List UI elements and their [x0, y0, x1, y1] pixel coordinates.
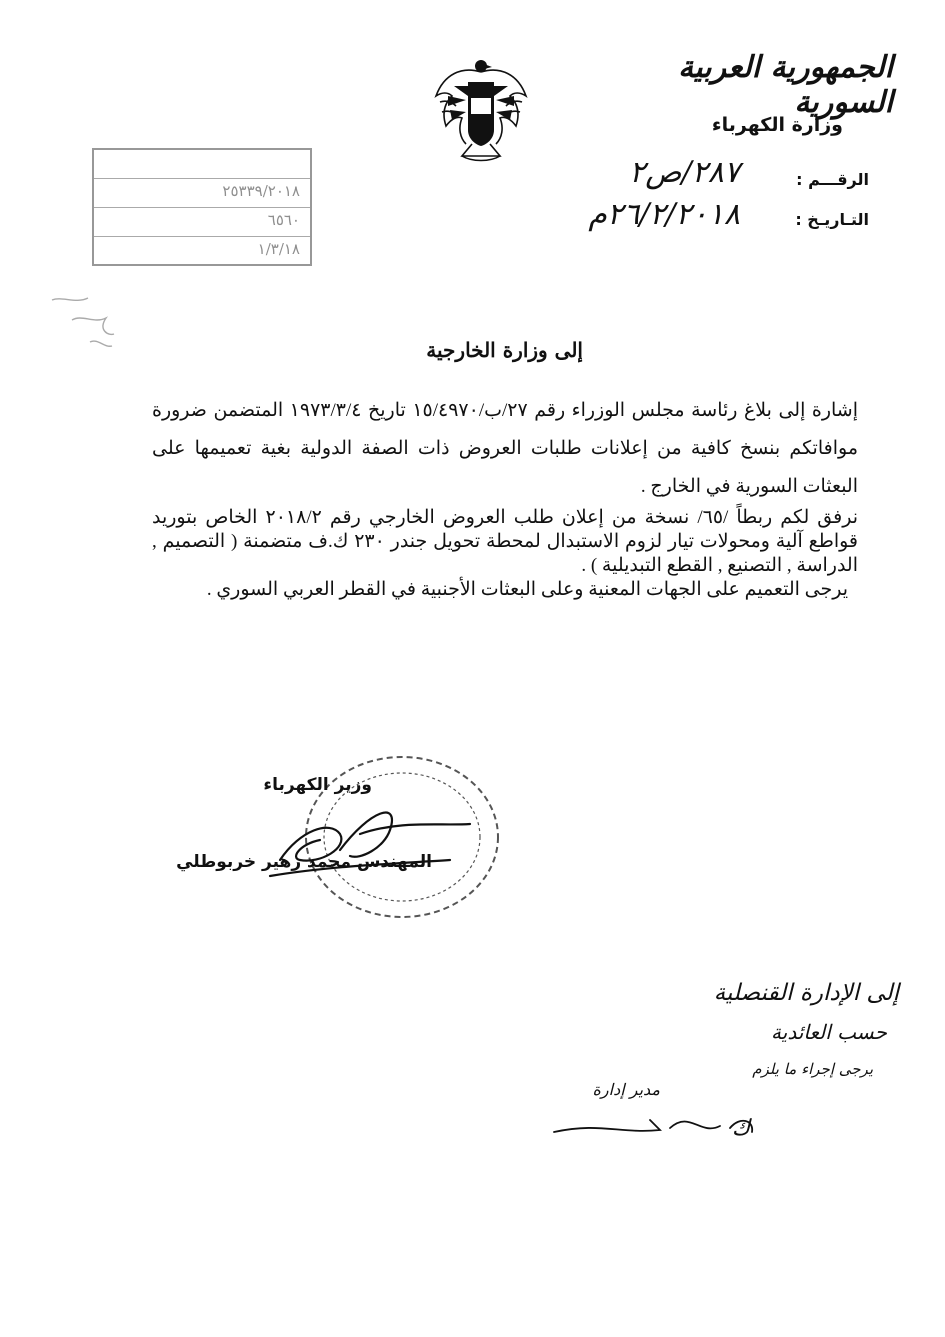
- handwritten-note-line: يرجى إجراء ما يلزم: [752, 1060, 873, 1078]
- body-paragraph-3: يرجى التعميم على الجهات المعنية وعلى البعثات الأجنبية في القطر العربي السوري .: [206, 579, 848, 600]
- handwritten-note-initials: ك: [731, 1116, 750, 1141]
- registration-stamp: [92, 148, 312, 266]
- handwritten-note-line: مدير إدارة: [592, 1080, 660, 1099]
- signatory-title: وزير الكهرباء: [263, 775, 372, 795]
- handwritten-note-line: إلى الإدارة القنصلية: [713, 980, 899, 1006]
- stamp-row: [94, 179, 310, 208]
- stamp-row-text: ٦٥٦٠: [267, 211, 300, 229]
- addressee-line: إلى وزارة الخارجية: [426, 338, 583, 362]
- minister-signature: [240, 790, 480, 900]
- handwritten-note-line: حسب العائدية: [771, 1020, 887, 1044]
- handwritten-note-strokes: [540, 960, 940, 1160]
- ministry-name: وزارة الكهرباء: [711, 114, 843, 136]
- stamp-row: [94, 208, 310, 237]
- letter-body: [152, 392, 858, 602]
- margin-pencil-mark: [42, 290, 122, 360]
- header-organization: الجمهورية العربية السورية: [678, 50, 893, 120]
- eagle-emblem-icon: [432, 52, 530, 164]
- stamp-row-text: ٢٥٣٣٩/٢٠١٨: [222, 182, 300, 200]
- reference-number-label: الرقـــم :: [796, 170, 869, 189]
- stamp-row: [94, 150, 310, 179]
- reference-number-value: ٢٨٧/ص٢: [629, 155, 740, 190]
- stamp-row-text: ١/٣/١٨: [257, 240, 300, 258]
- body-paragraph-2: نرفق لكم ربطاً /٦٥/ نسخة من إعلان طلب العروض الخارجي رقم ٢٠١٨/٢ الخاص بتوريد قواطع آلية ومحولات تيار لزوم الاستبدال لمحطة تحويل جندر ٢٣٠ ك.ف متضمنة ( التصميم , الدراسة , التصنيع , القطع التبديلية ) .: [152, 507, 858, 576]
- body-paragraph-1: إشارة إلى بلاغ رئاسة مجلس الوزراء رقم ٢٧/ب/١٥/٤٩٧٠ تاريخ ١٩٧٣/٣/٤ المتضمن ضرورة موافاتكم بنسخ كافية من إعلانات طلبات العروض ذات الصفة الدولية بغية تعميمها على البعثات السورية في الخارج .: [152, 400, 858, 497]
- date-label: التـاريـخ :: [795, 210, 869, 229]
- date-value: ٢٦/٢/٢٠١٨م: [588, 197, 740, 232]
- stamp-row: [94, 237, 310, 265]
- signatory-name: المهندس محمد زهير خربوطلي: [176, 852, 432, 872]
